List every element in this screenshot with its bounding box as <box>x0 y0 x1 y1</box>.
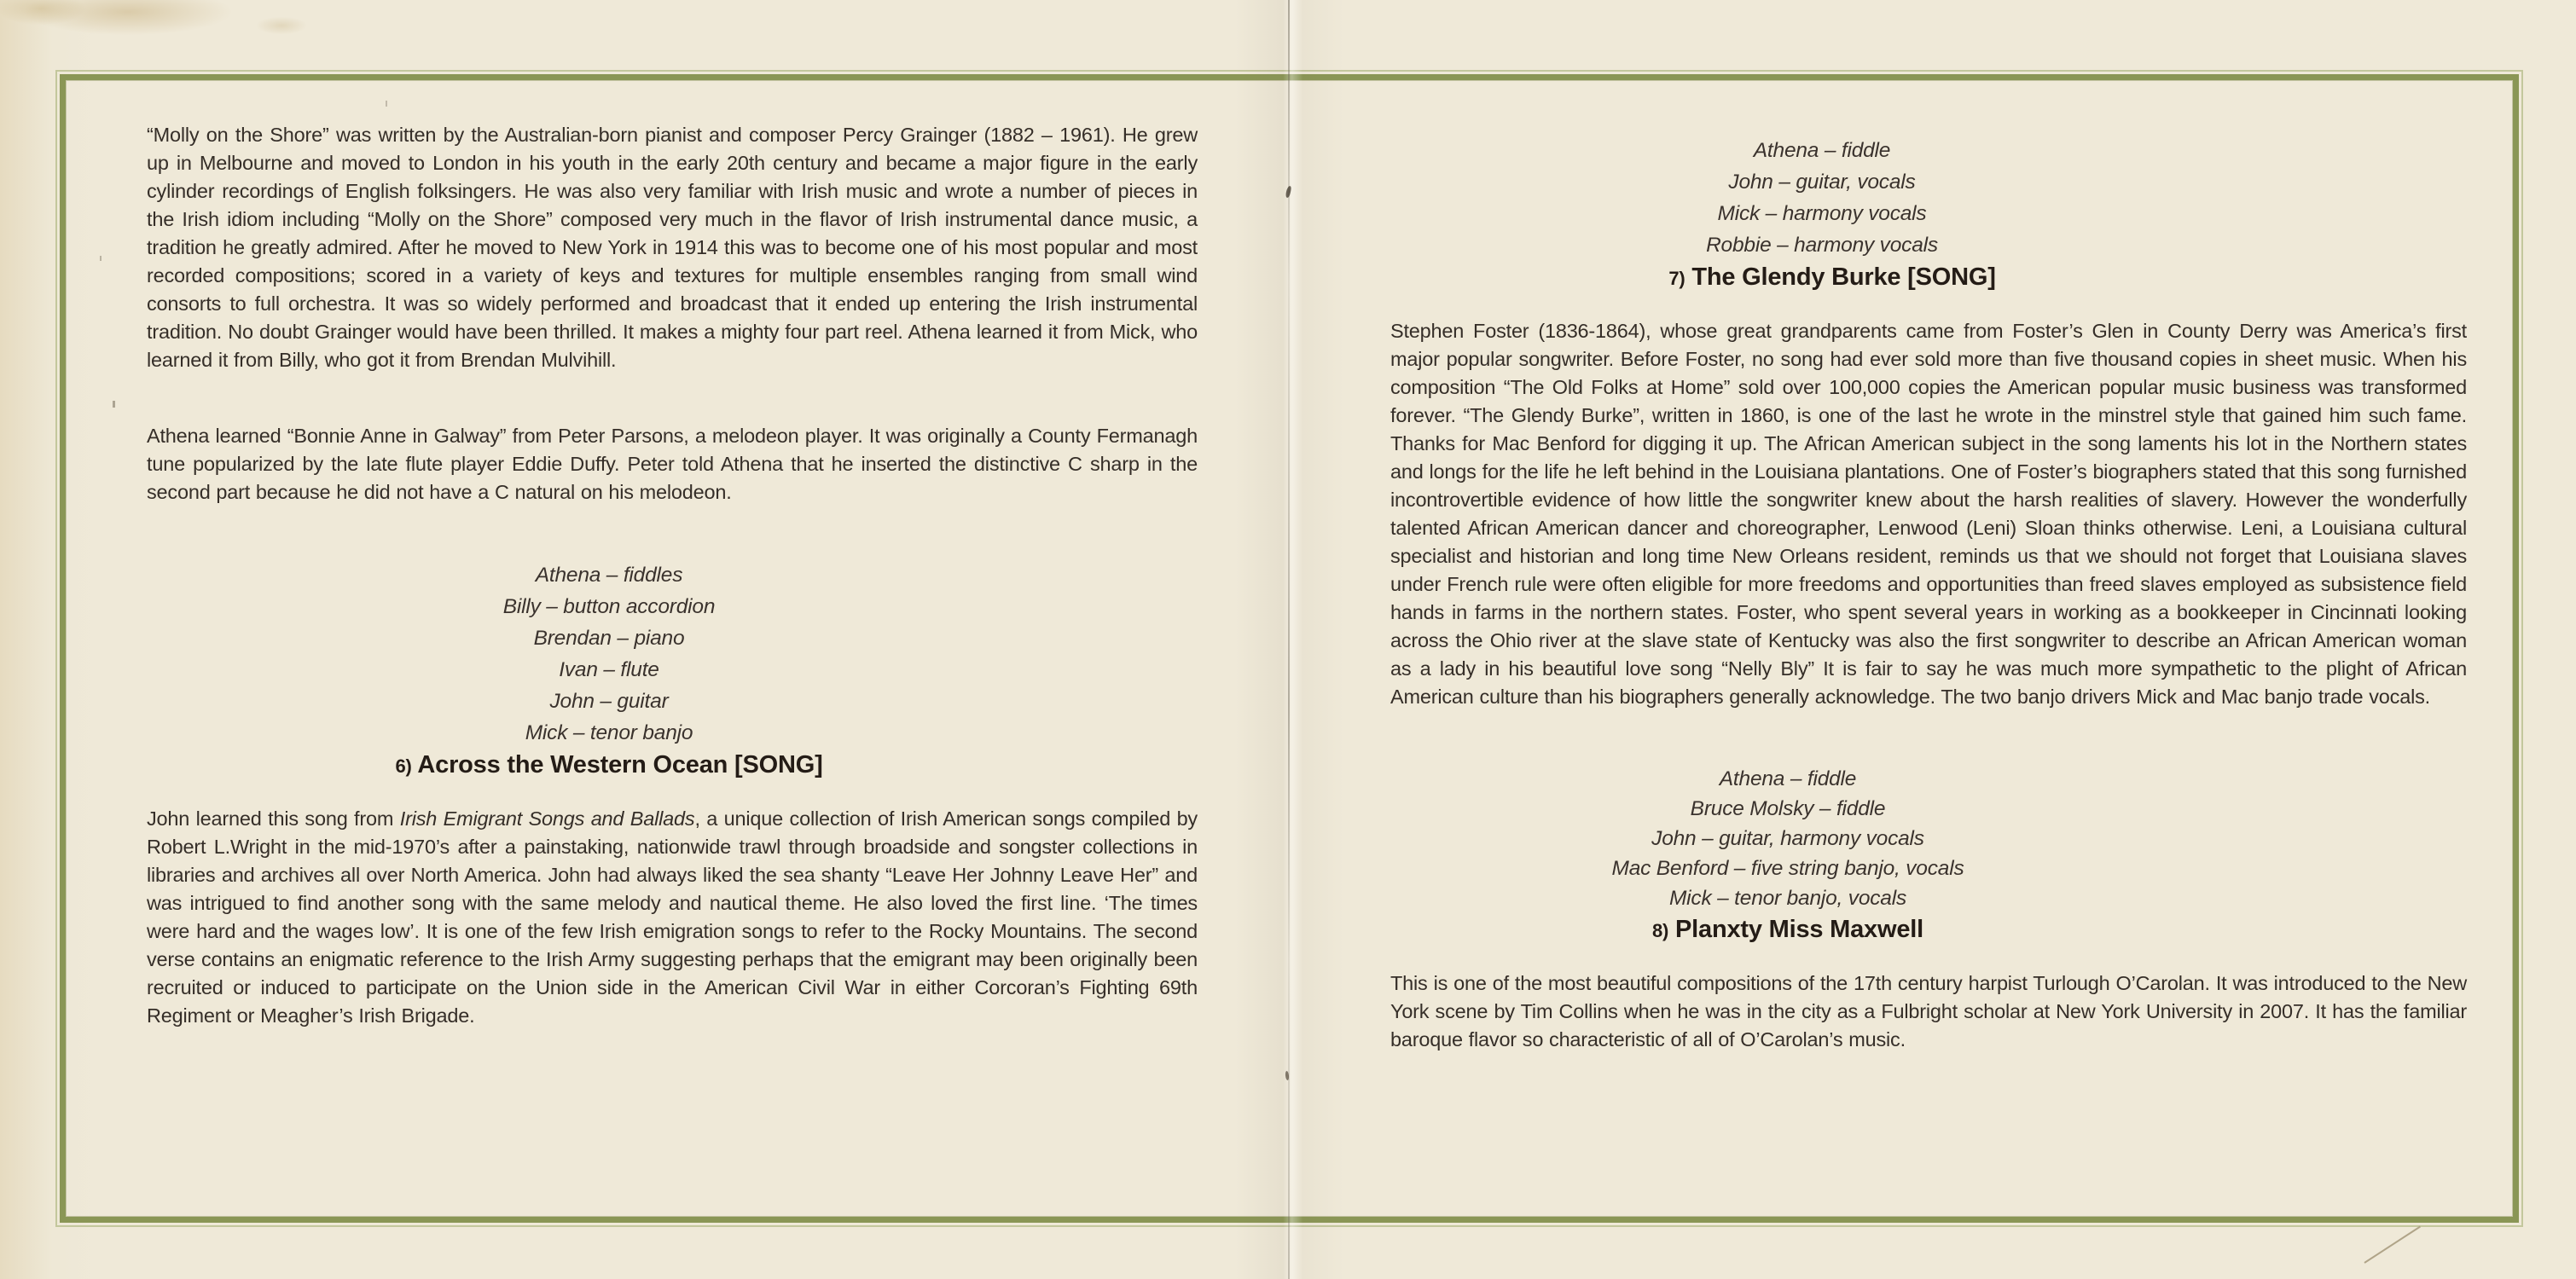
credit-line: Robbie – harmony vocals <box>1706 234 1938 257</box>
song-title: The Glendy Burke [SONG] <box>1691 263 1996 291</box>
credit-line: Mac Benford – five string banjo, vocals <box>1611 857 1964 880</box>
song-heading-6 <box>84 749 1134 783</box>
song-title: Planxty Miss Maxwell <box>1675 916 1923 943</box>
credit-line: John – guitar <box>549 690 669 713</box>
track-number: 7) <box>1668 268 1685 289</box>
paper-speck <box>100 256 102 261</box>
page-right <box>1390 135 2467 1054</box>
credit-line: Mick – tenor banjo, vocals <box>1668 887 1907 910</box>
text-run: , a unique collection of Irish American songs compiled by Robert L.Wright in the mid-1970’s after a painstaking, nationwide trawl through broadside and songster collections in libraries and archives all over North America. John had always liked the sea shanty “Leave Her Johnny Leave Her” and was intrigued to find another song with the same melody and nautical theme. He also loved the first line. ‘The times were hard and the wages low’. It is one of the few Irish emigration songs to refer to the Rocky Mountains. The second verse contains an enigmatic reference to the Irish Army suggesting perhaps that the emigrant may been originally been recruited or induced to participate on the Union side in the American Civil War in either Corcoran’s Fighting 69th Regiment or Meagher’s Irish Brigade. <box>147 807 1198 1027</box>
credit-line: Mick – harmony vocals <box>1717 202 1927 225</box>
credit-line: Athena – fiddles <box>535 564 683 587</box>
credit-line: Bruce Molsky – fiddle <box>1690 797 1886 820</box>
credit-line: Ivan – flute <box>559 658 659 681</box>
credit-line: Athena – fiddle <box>1719 767 1857 790</box>
text-run: John learned this song from <box>147 807 400 830</box>
paragraph-planxty-miss-maxwell: This is one of the most beautiful compositions of the 17th century harpist Turlough O’Carolan. It was introduced to the New York scene by Tim Collins when he was in the city as a Fulbright scholar at New York University in 2007. It has the familiar baroque flavor so characteristic of all of O’Carolan’s music. <box>1390 972 2467 1050</box>
paper-scratch <box>2364 1226 2421 1264</box>
song-title: Across the Western Ocean [SONG] <box>417 751 823 778</box>
track-number: 6) <box>395 755 412 777</box>
credit-line: John – guitar, harmony vocals <box>1651 827 1924 850</box>
credits-list-across-the-western-ocean <box>1284 135 2360 261</box>
song-heading-7 <box>1294 261 2370 295</box>
song-heading-8 <box>1250 913 2326 947</box>
credit-line: Athena – fiddle <box>1753 139 1891 162</box>
paragraph-molly-on-the-shore: “Molly on the Shore” was written by the Australian-born pianist and composer Percy Grainger (1882 – 1961). He grew up in Melbourne and moved to London in his youth in the early 20th century and became a major figure in the early cylinder recordings of English folksingers. He was also very familiar with Irish music and wrote a number of pieces in the Irish idiom including “Molly on the Shore” composed very much in the flavor of Irish instrumental dance music, a tradition he greatly admired. After he moved to New York in 1914 this was to become one of his most popular and most recorded compositions; scored in a variety of keys and textures for multiple ensembles ranging from small wind consorts to full orchestra. It was so widely performed and broadcast that it ended up entering the Irish instrumental tradition. No doubt Grainger would have been thrilled. It makes a mighty four part reel. Athena learned it from Mick, who learned it from Billy, who got it from Brendan Mulvihill. <box>147 124 1198 371</box>
paragraph-across-the-western-ocean <box>147 805 1198 1030</box>
paper-speck <box>113 401 115 408</box>
credit-line: Brendan – piano <box>533 627 685 650</box>
book-title-italic: Irish Emigrant Songs and Ballads <box>399 807 695 830</box>
credit-line: Mick – tenor banjo <box>525 721 693 744</box>
page-left <box>147 121 1198 1030</box>
credits-list-bonnie-anne <box>84 559 1134 749</box>
credit-line: Billy – button accordion <box>502 595 716 618</box>
credit-line: John – guitar, vocals <box>1728 171 1916 194</box>
paragraph-glendy-burke: Stephen Foster (1836-1864), whose great grandparents came from Foster’s Glen in County Derry was America’s first major popular songwriter. Before Foster, no song had ever sold more than five thousand copies in sheet music. When his composition “The Old Folks at Home” sold over 100,000 copies the American popular music business was transformed forever. “The Glendy Burke”, written in 1860, is one of the last he wrote in the minstrel style that gained him such fame. Thanks for Mac Benford for digging it up. The African American subject in the song laments his lot in the Northern states and longs for the life he left behind in the Louisiana plantations. One of Foster’s biographers stated that this song furnished incontrovertible evidence of how little the songwriter knew about the harsh realities of slavery. However the wonderfully talented African American dancer and choreographer, Lenwood (Leni) Sloan thinks otherwise. Leni, a Louisiana cultural specialist and historian and long time New Orleans resident, reminds us that we should not forget that Louisiana slaves under French rule were often eligible for more freedoms and opportunities than freed slaves employed as subsistence field hands in farms in the northern states. Foster, who spent several years in working as a bookkeeper in Cincinnati looking across the Ohio river at the slave state of Kentucky was also the first songwriter to describe an African American woman as a lady in his beautiful love song “Nelly Bly” It is fair to say he was much more sympathetic to the plight of African American culture than his biographers generally acknowledge. The two banjo drivers Mick and Mac banjo trade vocals. <box>1390 320 2467 708</box>
track-number: 8) <box>1652 920 1669 941</box>
paragraph-bonnie-anne: Athena learned “Bonnie Anne in Galway” from Peter Parsons, a melodeon player. It was originally a County Fermanagh tune popularized by the late flute player Eddie Duffy. Peter told Athena that he inserted the distinctive C sharp in the second part because he did not have a C natural on his melodeon. <box>147 425 1198 503</box>
credits-list-glendy-burke <box>1250 764 2326 913</box>
paper-speck <box>386 101 387 107</box>
